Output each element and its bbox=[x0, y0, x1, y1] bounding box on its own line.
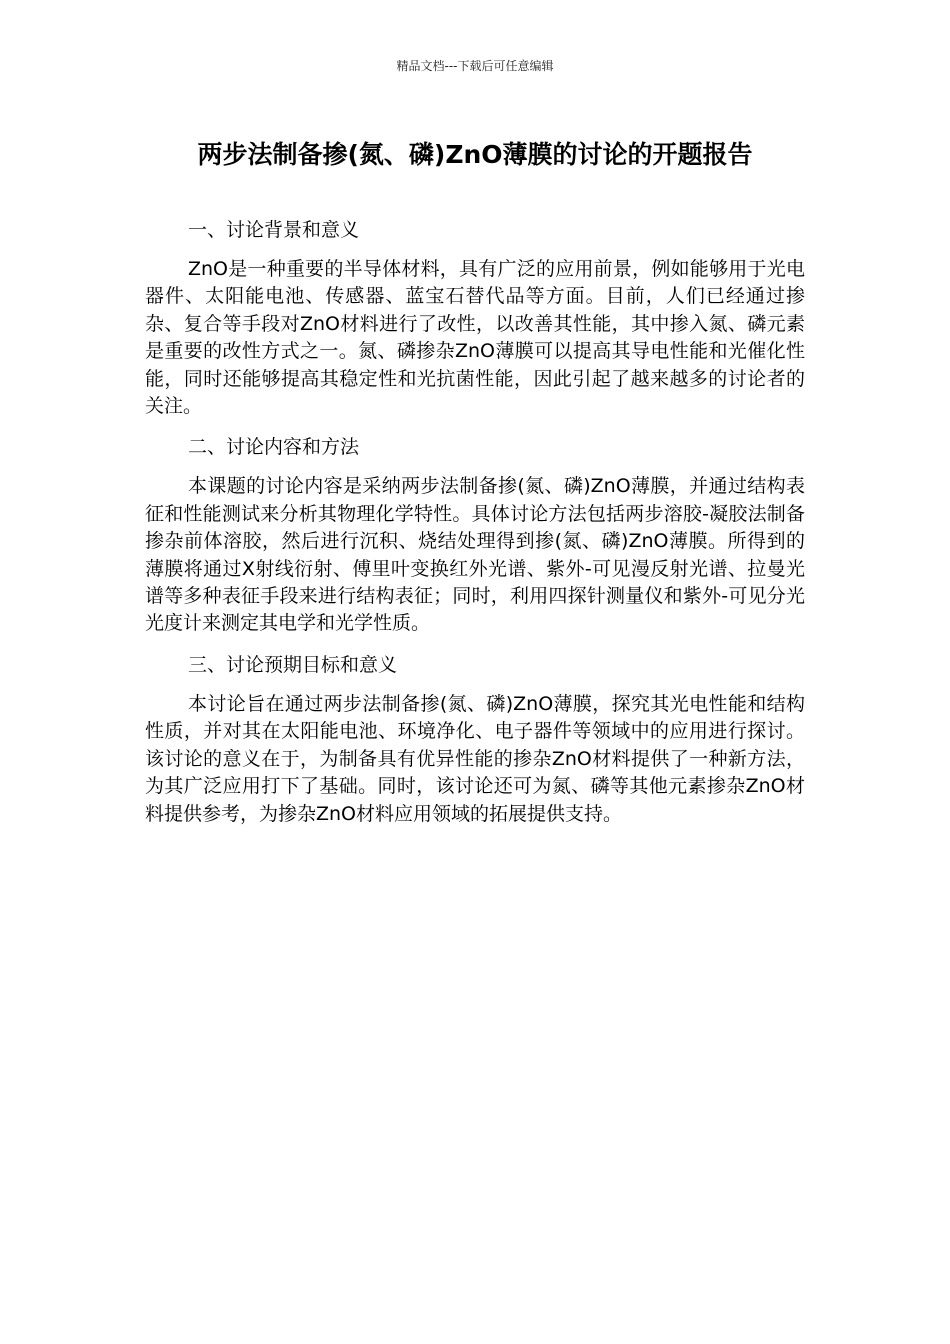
section-heading: 一、讨论背景和意义 bbox=[188, 219, 360, 241]
section-paragraph: ZnO是一种重要的半导体材料，具有广泛的应用前景，例如能够用于光电器件、太阳能电池、传感器、蓝宝石替代品等方面。目前，人们已经通过掺杂、复合等手段对ZnO材料进行了改性，以改善其性能，其中掺入氮、磷元素是重要的改性方式之一。氮、磷掺杂ZnO薄膜可以提高其导电性能和光催化性能，同时还能够提高其稳定性和光抗菌性能，因此引起了越来越多的讨论者的关注。 bbox=[145, 258, 805, 418]
section-paragraph: 本课题的讨论内容是采纳两步法制备掺(氮、磷)ZnO薄膜，并通过结构表征和性能测试来分析其物理化学特性。具体讨论方法包括两步溶胶-凝胶法制备掺杂前体溶胶，然后进行沉积、烧结处理得到掺(氮、磷)ZnO薄膜。所得到的薄膜将通过X射线衍射、傅里叶变换红外光谱、紫外-可见漫反射光谱、拉曼光谱等多种表征手段来进行结构表征；同时，利用四探针测量仪和紫外-可见分光光度计来测定其电学和光学性质。 bbox=[145, 475, 805, 635]
section-heading: 三、讨论预期目标和意义 bbox=[188, 653, 398, 676]
section-paragraph: 本讨论旨在通过两步法制备掺(氮、磷)ZnO薄膜，探究其光电性能和结构性质，并对其在太阳能电池、环境净化、电子器件等领域中的应用进行探讨。该讨论的意义在于，为制备具有优异性能的掺杂ZnO材料提供了一种新方法，为其广泛应用打下了基础。同时，该讨论还可为氮、磷等其他元素掺杂ZnO材料提供参考，为掺杂ZnO材料应用领域的拓展提供支持。 bbox=[145, 692, 805, 825]
section-goals bbox=[145, 649, 805, 828]
section-heading: 二、讨论内容和方法 bbox=[188, 436, 360, 459]
section-background bbox=[145, 214, 805, 420]
document-body bbox=[145, 214, 805, 839]
document-title: 两步法制备掺(氮、磷)ZnO薄膜的讨论的开题报告 bbox=[197, 140, 753, 169]
section-content-method bbox=[145, 431, 805, 637]
page-header: 精品文档---下载后可任意编辑 bbox=[396, 59, 554, 73]
